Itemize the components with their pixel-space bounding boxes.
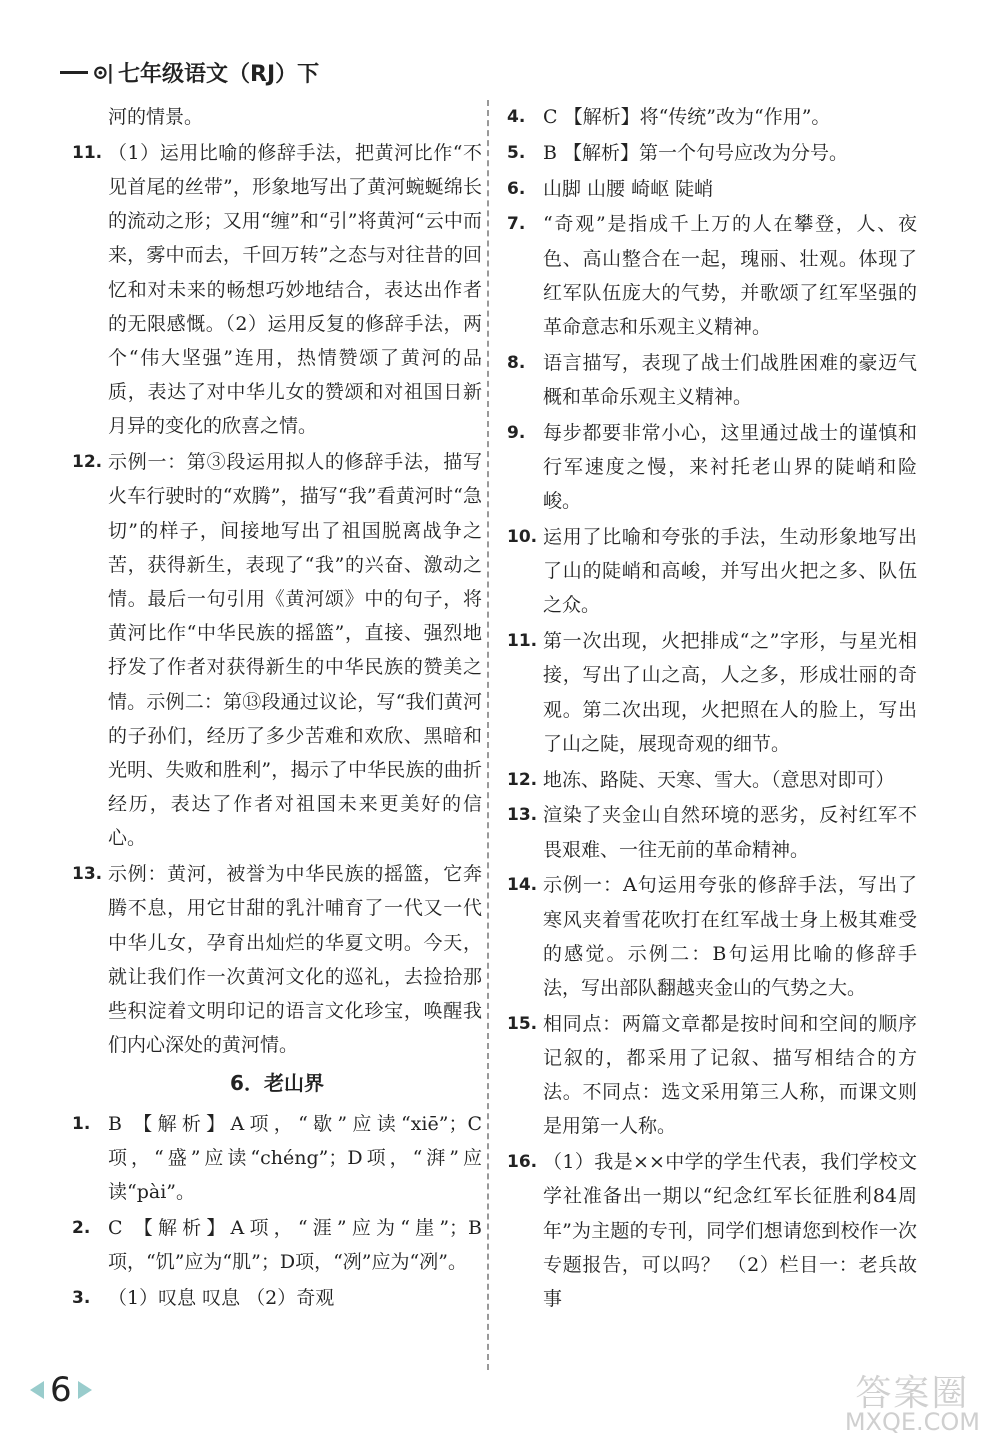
item-number: 12. [72, 452, 103, 473]
answer-item [72, 1281, 482, 1315]
answer-item [507, 1145, 917, 1316]
item-text: 语言描写，表现了战士们战胜困难的豪迈气概和革命乐观主义精神。 [543, 351, 917, 408]
item-text: （1）运用比喻的修辞手法，把黄河比作“不见首尾的丝带”，形象地写出了黄河蜿蜒绵长的流动之形；又用“缠”和“引”将黄河“云中而来，雾中而去，千回万转”之态与对往昔的回忆和对未来的畅想巧妙地结合，表达出作者的无限感慨。（2）运用反复的修辞手法，两个“伟大坚强”连用，热情赞颂了黄河的品质，表达了对中华儿女的赞颂和对祖国日新月异的变化的欣喜之情。 [108, 141, 482, 438]
item-text: 示例一：A句运用夸张的修辞手法，写出了寒风夹着雪花吹打在红军战士身上极其难受的感觉。示例二：B句运用比喻的修辞手法，写出部队翻越夹金山的气势之大。 [543, 874, 917, 1000]
header-logo-mark: ⊙| [92, 60, 113, 84]
item-number: 8. [507, 352, 526, 373]
item-text: 山脚 山腰 崎岖 陡峭 [543, 177, 714, 200]
answer-item [507, 416, 917, 519]
page-footer [30, 1370, 92, 1410]
item-number: 7. [507, 214, 526, 235]
item-text: B 【解析】A项，“歇”应读“xiē”；C项，“盛”应读“chéng”；D项，“湃”应读“pài”。 [108, 1112, 482, 1204]
item-number: 11. [507, 631, 538, 652]
answer-item [507, 624, 917, 761]
column-divider [487, 100, 489, 1370]
item-number: 10. [507, 527, 538, 547]
item-text: C 【解析】将“传统”改为“作用”。 [543, 106, 831, 128]
header-title: 七年级语文（RJ）下 [118, 61, 320, 87]
answer-item [507, 1007, 917, 1144]
item-number: 2. [72, 1217, 91, 1238]
item-number: 15. [507, 1013, 538, 1034]
triangle-left-icon [30, 1381, 44, 1399]
answer-item [72, 445, 482, 855]
item-number: 9. [507, 422, 526, 443]
item-text: 第一次出现，火把排成“之”字形，与星光相接，写出了山之高，人之多，形成壮丽的奇观。第二次出现，火把照在人的脸上，写出了山之陡，展现奇观的细节。 [543, 630, 917, 755]
item-number: 6. [507, 178, 526, 199]
item-text: B 【解析】第一个句号应改为分号。 [543, 141, 849, 164]
answer-item [507, 207, 917, 344]
section-title: 6．老山界 [230, 1071, 324, 1096]
answer-item [507, 100, 917, 134]
right-column [507, 100, 917, 1318]
item-number: 13. [507, 805, 538, 826]
item-text: （1）叹息 叹息 （2）奇观 [108, 1286, 335, 1309]
triangle-right-icon [78, 1381, 92, 1399]
item-text: 示例一：第③段运用拟人的修辞手法，描写火车行驶时的“欢腾”，描写“我”看黄河时“急切”的样子，间接地写出了祖国脱离战争之苦，获得新生，表现了“我”的兴奋、激动之情。最后一句引用《黄河颂》中的句子，将黄河比作“中华民族的摇篮”，直接、强烈地抒发了作者对获得新生的中华民族的赞美之情。示例二：第⑬段通过议论，写“我们黄河的子孙们，经历了多少苦难和欢欣、黑暗和光明、失败和胜利”，揭示了中华民族的曲折经历，表达了作者对祖国未来更美好的信心。 [108, 451, 482, 850]
item-number: 5. [507, 142, 526, 163]
item-text: 相同点：两篇文章都是按时间和空间的顺序记叙的，都采用了记叙、描写相结合的方法。不同点：选文采用第三人称，而课文则是用第一人称。 [543, 1012, 917, 1138]
item-number: 13. [72, 864, 103, 885]
continued-text: 河的情景。 [108, 106, 204, 128]
answer-item [72, 857, 482, 1062]
item-text: 运用了比喻和夸张的手法，生动形象地写出了山的陡峭和高峻，并写出火把之多、队伍之众。 [543, 526, 917, 617]
item-number: 3. [72, 1287, 91, 1308]
watermark [844, 1373, 980, 1436]
item-number: 11. [72, 142, 103, 163]
page-number: 6 [50, 1370, 72, 1410]
left-column [72, 100, 482, 1317]
answer-item [72, 1211, 482, 1279]
answer-item [507, 520, 917, 623]
item-text: 示例：黄河，被誉为中华民族的摇篮，它奔腾不息，用它甘甜的乳汁哺育了一代又一代中华儿女，孕育出灿烂的华夏文明。今天，就让我们作一次黄河文化的巡礼，去捡拾那些积淀着文明印记的语言文化珍宝，唤醒我们内心深处的黄河情。 [108, 863, 482, 1057]
item-text: C 【解析】A项，“涯”应为“崖”；B项，“饥”应为“肌”；D项，“冽”应为“冽”。 [108, 1216, 482, 1274]
item-number: 12. [507, 769, 538, 790]
item-text: （1）我是××中学的学生代表，我们学校文学社准备出一期以“纪念红军长征胜利84周年”为主题的专刊，同学们想请您到校作一次专题报告，可以吗？ （2）栏目一：老兵故事 [543, 1151, 917, 1311]
answer-item [72, 136, 482, 444]
answer-item [507, 172, 917, 206]
page-header [60, 52, 319, 92]
answer-item [507, 136, 917, 170]
item-number: 14. [507, 875, 538, 896]
answer-item [507, 763, 917, 797]
header-rule [60, 71, 88, 74]
answer-item [507, 798, 917, 866]
item-number: 4. [507, 107, 526, 127]
item-text: 渲染了夹金山自然环境的恶劣，反衬红军不畏艰难、一往无前的革命精神。 [543, 804, 917, 861]
item-text: “奇观”是指成千上万的人在攀登，人、夜色、高山整合在一起，瑰丽、壮观。体现了红军队伍庞大的气势，并歌颂了红军坚强的革命意志和乐观主义精神。 [543, 213, 917, 338]
watermark-line1: 答案圈 [855, 1373, 970, 1414]
item-number: 1. [72, 1113, 91, 1134]
item-text: 地冻、路陡、天寒、雪大。（意思对即可） [543, 768, 895, 791]
answer-item [507, 868, 917, 1005]
answer-item [507, 346, 917, 414]
item-number: 16. [507, 1152, 538, 1173]
item-text: 每步都要非常小心，这里通过战士的谨慎和行军速度之慢，来衬托老山界的陡峭和险峻。 [543, 421, 917, 513]
watermark-line2: MXQE.COM [844, 1408, 980, 1436]
answer-item [72, 1107, 482, 1210]
